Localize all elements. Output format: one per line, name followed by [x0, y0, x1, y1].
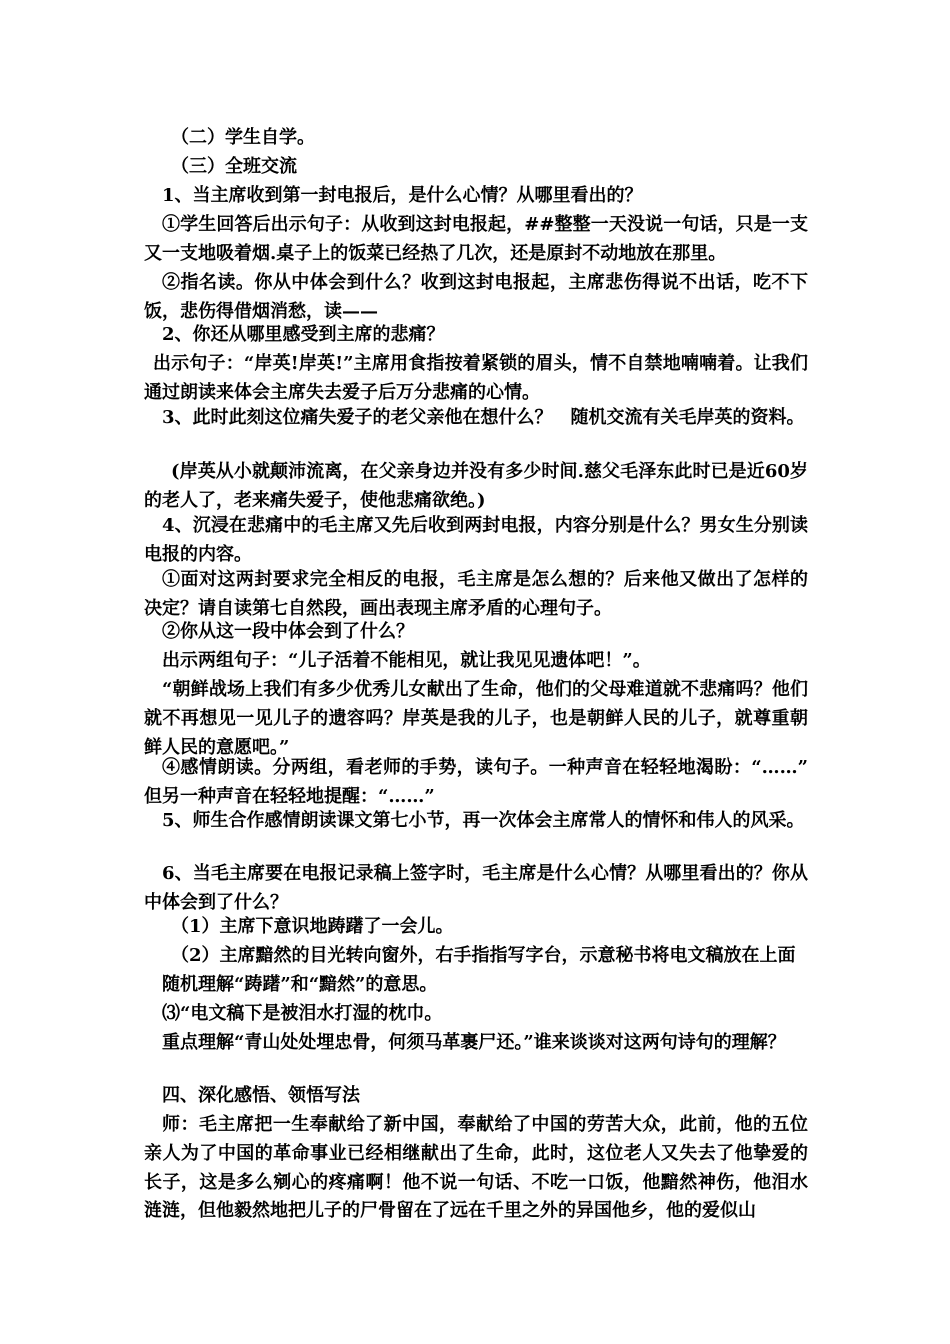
point-3-pillow: ⑶“电文稿下是被泪水打湿的枕巾。 [162, 1003, 443, 1024]
point-1-hesitation: （1）主席下意识地踌躇了一会儿。 [171, 916, 454, 937]
paragraph-two-telegrams: ①面对这两封要求完全相反的电报，毛主席是怎么想的？后来他又做出了怎样的决定？请自读第七自然段，画出表现主席矛盾的心理句子。 [144, 569, 808, 619]
point-2-gaze: （2）主席黯然的目光转向窗外，右手指指写字台，示意秘书将电文稿放在上面 [171, 945, 796, 966]
paragraph-what-learned: ②你从这一段中体会到了什么？ [162, 621, 414, 642]
paragraph-two-sentence-groups: 出示两组句子：“儿子活着不能相见，就让我见见遗体吧！”。 [162, 650, 651, 671]
question-5: 5、师生合作感情朗读课文第七小节，再一次体会主席常人的情怀和伟人的风采。 [162, 810, 805, 831]
question-4: 4、沉浸在悲痛中的毛主席又先后收到两封电报，内容分别是什么？男女生分别读电报的内容。 [144, 515, 808, 565]
question-6: 6、当毛主席要在电报记录稿上签字时，毛主席是什么心情？从哪里看出的？你从中体会到了什么？ [144, 863, 808, 913]
paragraph-word-meaning: 随机理解“踌躇”和“黯然”的意思。 [162, 974, 438, 995]
paragraph-emotional-reading: ④感情朗读。分两组，看老师的手势，读句子。一种声音在轻轻地渴盼：“……” 但另一种声音在轻轻地提醒：“……” [144, 757, 844, 807]
question-1: 1、当主席收到第一封电报后，是什么心情？从哪里看出的？ [162, 185, 643, 206]
paragraph-answer-1: ①学生回答后出示句子：从收到这封电报起，##整整一天没说一句话，只是一支又一支地吸着烟.桌子上的饭菜已经热了几次，还是原封不动地放在那里。 [144, 214, 808, 264]
paragraph-background-note: (岸英从小就颠沛流离，在父亲身边并没有多少时间.慈父毛泽东此时已是近60岁的老人了，老来痛失爱子，使他悲痛欲绝。) [144, 461, 808, 511]
paragraph-poem-understanding: 重点理解“青山处处埋忠骨，何须马革裹尸还。”谁来谈谈对这两句诗句的理解？ [162, 1032, 786, 1053]
paragraph-read-aloud: ②指名读。你从中体会到什么？收到这封电报起，主席悲伤得说不出话，吃不下饭，悲伤得借烟消愁，读—— [144, 272, 808, 322]
section-heading-class-exchange: （三）全班交流 [171, 156, 297, 177]
quote-korean-battlefield: “朝鲜战场上我们有多少优秀儿女献出了生命，他们的父母难道就不悲痛吗？他们就不再想见一见儿子的遗容吗？岸英是我的儿子，也是朝鲜人民的儿子，就尊重朝鲜人民的意愿吧。” [144, 679, 808, 758]
section-heading-deepen: 四、深化感悟、领悟写法 [162, 1085, 360, 1106]
paragraph-show-sentence: 出示句子：“岸英!岸英!”主席用食指按着紧锁的眉头，情不自禁地喃喃着。让我们通过朗读来体会主席失去爱子后万分悲痛的心情。 [144, 353, 808, 403]
section-heading-self-study: （二）学生自学。 [171, 127, 315, 148]
question-3: 3、此时此刻这位痛失爱子的老父亲他在想什么？ 随机交流有关毛岸英的资料。 [162, 407, 805, 428]
question-2: 2、你还从哪里感受到主席的悲痛？ [162, 324, 445, 345]
paragraph-teacher-speech: 师：毛主席把一生奉献给了新中国，奉献给了中国的劳苦大众，此前，他的五位亲人为了中国的革命事业已经相继献出了生命，此时，这位老人又失去了他挚爱的长子，这是多么剜心的疼痛啊！他不说一句话、不吃一口饭，他黯然神伤，他泪水涟涟，但他毅然地把儿子的尸骨留在了远在千里之外的异国他乡，他的爱似山 [144, 1114, 808, 1222]
